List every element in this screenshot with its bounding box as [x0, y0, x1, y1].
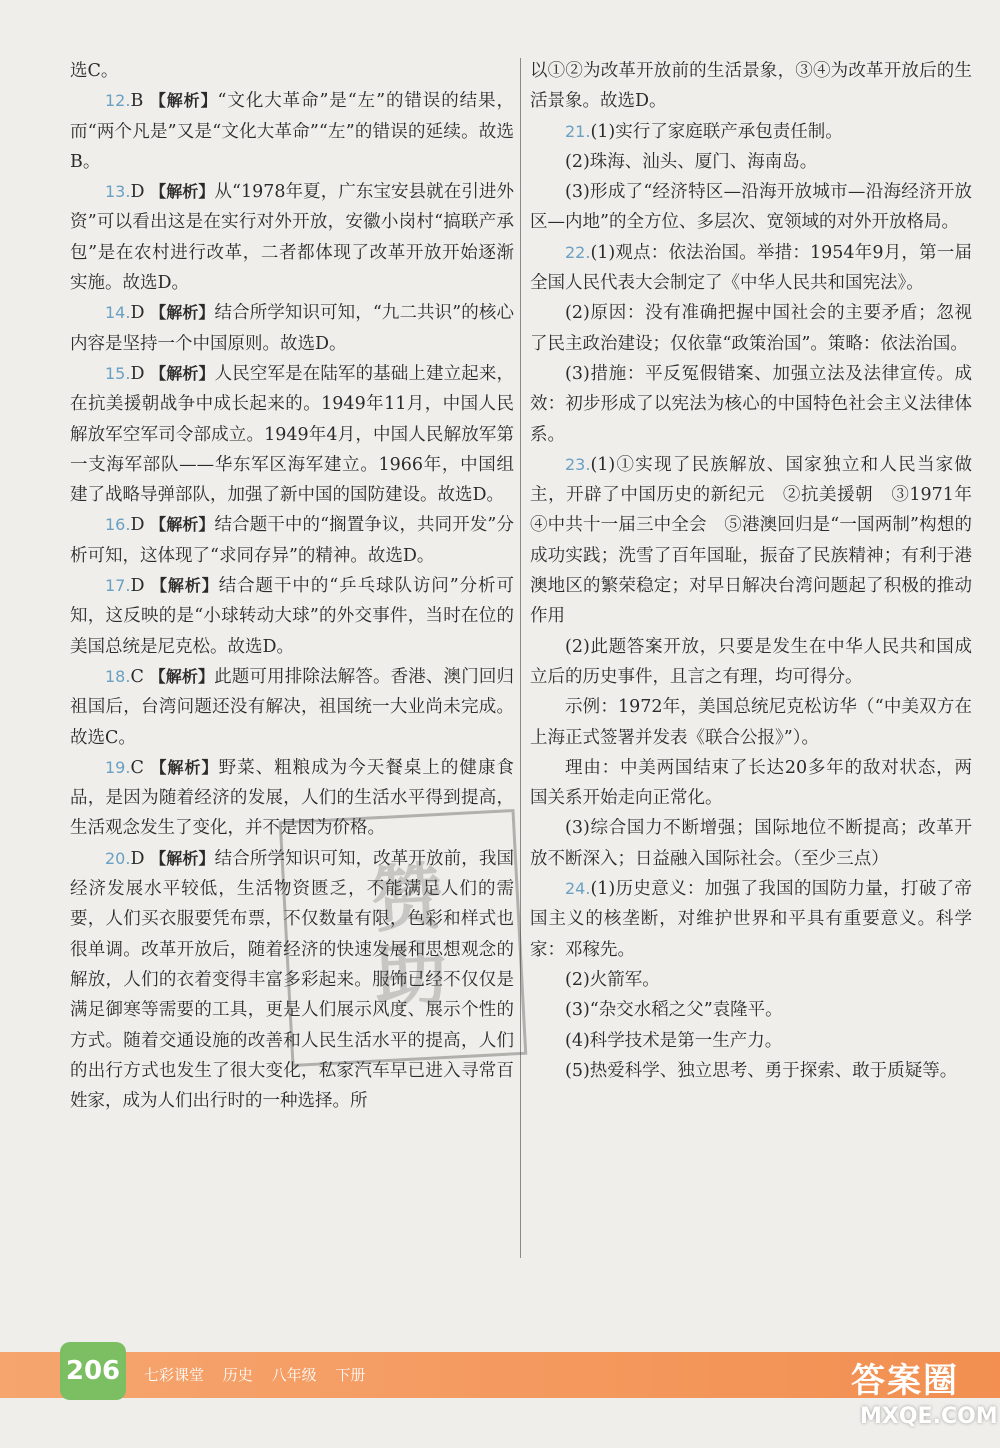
- answer-text: (1)历史意义：加强了我国的国防力量，打破了帝国主义的核垄断，对维护世界和平具有重要意义。科学家：邓稼先。: [530, 879, 972, 960]
- answer-text: 人民空军是在陆军的基础上建立起来，在抗美援朝战争中成长起来的。1949年11月，中国人民解放军空军司令部成立。1949年4月，中国人民解放军第一支海军部队——华东军区海军建立。1966年，中国组建了战略导弹部队，加强了新中国的国防建设。故选D。: [70, 363, 514, 506]
- book-info: [144, 1364, 379, 1385]
- question-number: 20.: [105, 848, 131, 868]
- answer-paragraph: [530, 632, 972, 693]
- analysis-tag: 【解析】: [150, 303, 215, 323]
- question-number: 14.: [105, 303, 131, 323]
- question-number: 18.: [105, 666, 131, 686]
- answer-paragraph: [70, 844, 514, 1117]
- answer-text: (2)原因：没有准确把握中国社会的主要矛盾；忽视了民主政治建设；仅依靠“政策治国”。策略：依法治国。: [530, 303, 972, 354]
- answer-text: (3)综合国力不断增强；国际地位不断提高；改革开放不断深入；日益融入国际社会。（至少三点）: [530, 818, 972, 869]
- analysis-tag: 【解析】: [150, 757, 219, 777]
- answer-text: 结合题干中的“乒乓球队访问”分析可知，这反映的是“小球转动大球”的外交事件，当时在位的美国总统是尼克松。故选D。: [70, 576, 514, 657]
- watermark-url: MXQE.COM: [860, 1404, 998, 1429]
- analysis-tag: 【解析】: [150, 848, 215, 868]
- answer-letter: D: [130, 576, 145, 597]
- answer-letter: D: [130, 182, 145, 203]
- subject-name: 历史: [222, 1366, 253, 1384]
- answer-text: (2)珠海、汕头、厦门、海南岛。: [565, 151, 818, 172]
- answer-text: “文化大革命”是“左”的错误的结果，而“两个凡是”又是“文化大革命”“左”的错误的延续。故选B。: [70, 91, 514, 172]
- question-number: 16.: [105, 515, 131, 535]
- question-number: 19.: [105, 757, 131, 777]
- question-number: 15.: [105, 363, 131, 383]
- answer-text: 以①②为改革开放前的生活景象，③④为改革开放后的生活景象。故选D。: [530, 61, 972, 112]
- answer-paragraph: [530, 147, 972, 177]
- answer-text: (3)措施：平反冤假错案、加强立法及法律宣传。成效：初步形成了以宪法为核心的中国特色社会主义法律体系。: [530, 363, 972, 445]
- right-answer-column: [530, 56, 990, 1086]
- answer-paragraph: [530, 450, 990, 632]
- answer-paragraph: [530, 298, 972, 359]
- answer-paragraph: [530, 177, 972, 238]
- answer-paragraph: [70, 571, 514, 662]
- answer-text: 选C。: [70, 61, 119, 81]
- answer-paragraph: [70, 662, 514, 753]
- answer-paragraph: [70, 56, 514, 86]
- answer-text: 结合题干中的“搁置争议，共同开发”分析可知，这体现了“求同存异”的精神。故选D。: [70, 515, 514, 566]
- page-number: 206: [65, 1356, 121, 1386]
- analysis-tag: 【解析】: [150, 363, 215, 383]
- analysis-tag: 【解析】: [150, 576, 219, 596]
- analysis-tag: 【解析】: [149, 666, 215, 686]
- answer-text: 结合所学知识可知，改革开放前，我国经济发展水平较低，生活物资匮乏，不能满足人们的需要，人们买衣服要凭布票，不仅数量有限，色彩和样式也很单调。改革开放后，随着经济的快速发展和思想观念的解放，人们的衣着变得丰富多彩起来。服饰已经不仅仅是满足御寒等需要的工具，更是人们展示风度、展示个性的方式。随着交通设施的改善和人民生活水平的提高，人们的出行方式也发生了很大变化，私家汽车早已进入寻常百姓家，成为人们出行时的一种选择。所: [70, 848, 514, 1112]
- answer-paragraph: [70, 359, 514, 510]
- answer-text: 示例：1972年，美国总统尼克松访华（“中美双方在上海正式签署并发表《联合公报》”）。: [530, 697, 972, 748]
- answer-text: 从“1978年夏，广东宝安县就在引进外资”可以看出这是在实行对外开放，安徽小岗村“搞联产承包”是在农村进行改革，二者都体现了改革开放开始逐渐实施。故选D。: [70, 182, 514, 294]
- grade-name: 八年级: [271, 1366, 317, 1384]
- answer-paragraph: [530, 753, 972, 814]
- question-number: 13.: [105, 182, 131, 202]
- question-number: 21.: [565, 121, 591, 141]
- answer-letter: D: [130, 303, 145, 324]
- answer-letter: B: [130, 91, 144, 112]
- answer-paragraph: [530, 995, 972, 1025]
- answer-paragraph: [70, 510, 514, 571]
- answer-paragraph: [530, 359, 972, 450]
- answer-text: (1)实行了家庭联产承包责任制。: [590, 121, 843, 142]
- answer-paragraph: [530, 874, 972, 965]
- answer-letter: D: [130, 363, 145, 384]
- answer-paragraph: [530, 1026, 972, 1056]
- question-number: 23.: [565, 454, 591, 474]
- answer-paragraph: [70, 177, 514, 298]
- answer-paragraph: [70, 86, 514, 177]
- answer-text: (2)此题答案开放，只要是发生在中华人民共和国成立后的历史事件，且言之有理，均可得分。: [530, 636, 972, 687]
- volume-name: 下册: [335, 1366, 366, 1384]
- answer-letter: C: [130, 757, 144, 778]
- question-number: 22.: [565, 242, 591, 262]
- answer-paragraph: [530, 813, 972, 874]
- answer-text: 此题可用排除法解答。香港、澳门回归祖国后，台湾问题还没有解决，祖国统一大业尚未完成。故选C。: [70, 666, 514, 748]
- answer-text: (3)形成了“经济特区—沿海开放城市—沿海经济开放区—内地”的全方位、多层次、宽领域的对外开放格局。: [530, 182, 972, 233]
- question-number: 17.: [105, 576, 131, 596]
- left-answer-column: [70, 56, 514, 1116]
- answer-paragraph: [70, 298, 514, 359]
- answer-letter: D: [130, 515, 145, 536]
- column-divider: [520, 58, 521, 1258]
- analysis-tag: 【解析】: [149, 91, 218, 111]
- answer-text: 理由：中美两国结束了长达20多年的敌对状态，两国关系开始走向正常化。: [530, 757, 972, 809]
- answer-text: (3)“杂交水稻之父”袁隆平。: [565, 1000, 783, 1021]
- answer-letter: D: [130, 848, 145, 869]
- series-name: 七彩课堂: [144, 1366, 205, 1384]
- analysis-tag: 【解析】: [150, 182, 215, 202]
- answer-text: 结合所学知识可知，“九二共识”的核心内容是坚持一个中国原则。故选D。: [70, 303, 514, 354]
- answer-paragraph: [530, 117, 972, 147]
- question-number: 12.: [105, 91, 131, 111]
- answer-paragraph: [530, 1056, 972, 1086]
- answer-text: (1)观点：依法治国。举措：1954年9月，第一届全国人民代表大会制定了《中华人民共和国宪法》。: [530, 242, 972, 294]
- answer-paragraph: [70, 753, 514, 844]
- answer-text: (5)热爱科学、独立思考、勇于探索、敢于质疑等。: [565, 1060, 958, 1081]
- answer-letter: C: [130, 666, 144, 687]
- page-number-badge: [60, 1342, 126, 1400]
- answer-paragraph: [530, 965, 972, 995]
- answer-paragraph: [530, 56, 972, 117]
- answer-text: (4)科学技术是第一生产力。: [565, 1030, 783, 1051]
- analysis-tag: 【解析】: [150, 515, 215, 535]
- answer-paragraph: [530, 692, 972, 753]
- answer-paragraph: [530, 238, 972, 299]
- question-number: 24.: [565, 879, 591, 899]
- watermark-logo: 答案圈: [851, 1360, 959, 1401]
- stamp-text: 赞助: [356, 857, 450, 1019]
- answer-text: (1)①实现了民族解放、国家独立和人民当家做主，开辟了中国历史的新纪元 ②抗美援朝 ③1971年 ④中共十一届三中全会 ⑤港澳回归是“一国两制”构想的成功实践；洗雪了百年国耻，振奋了民族精神；有利于港澳地区的繁荣稳定；对早日解决台湾问题起了积极的推动作用: [530, 454, 990, 627]
- answer-text: 野菜、粗粮成为今天餐桌上的健康食品，是因为随着经济的发展，人们的生活水平得到提高，生活观念发生了变化，并不是因为价格。: [70, 757, 514, 839]
- answer-text: (2)火箭军。: [565, 969, 660, 990]
